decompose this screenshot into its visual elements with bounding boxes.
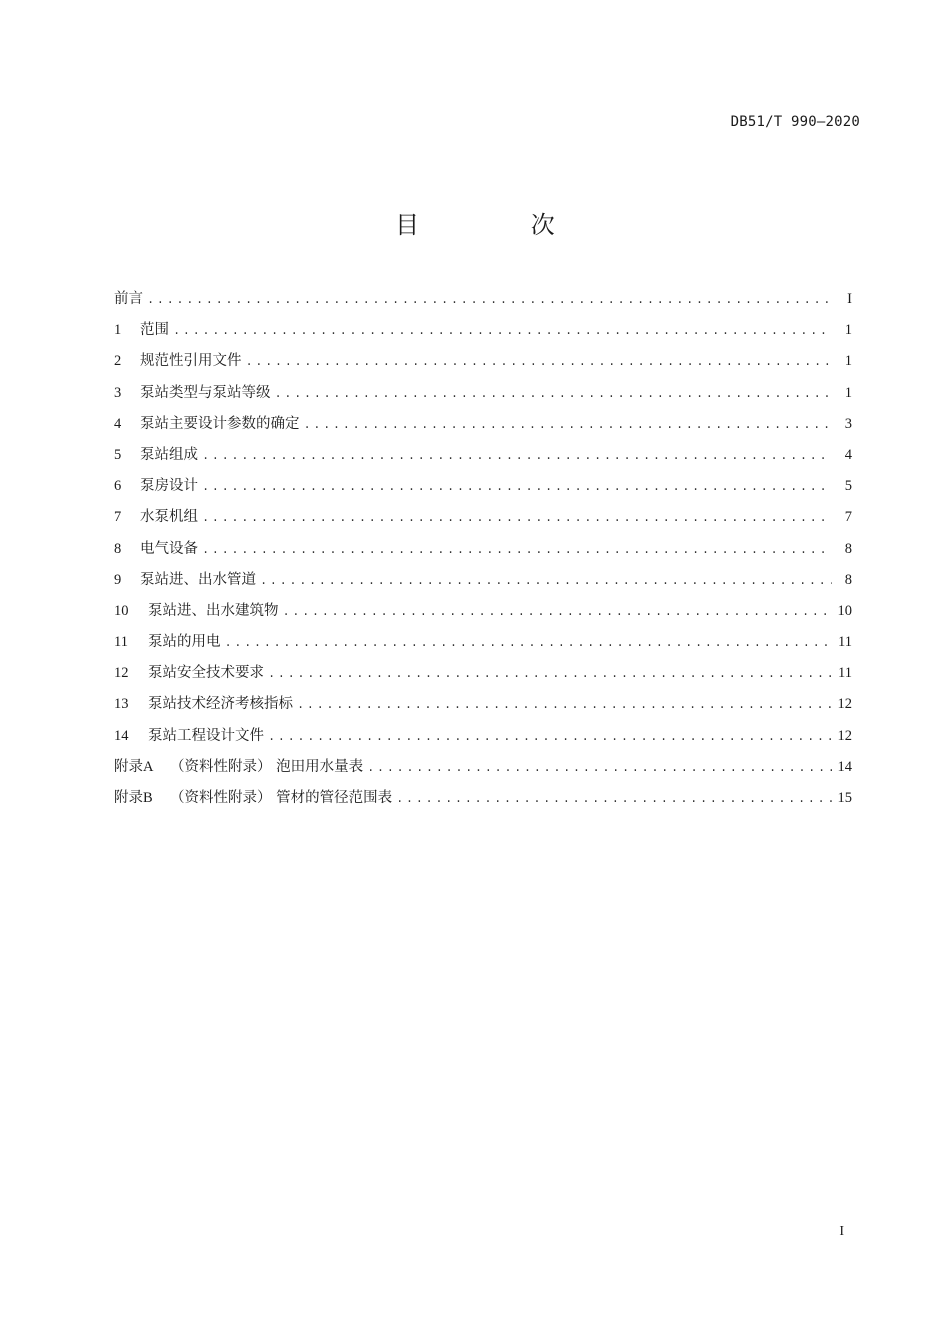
toc-entry-10[interactable]: [114, 596, 852, 627]
document-code: DB51/T 990—2020: [730, 114, 860, 130]
toc-entry-number: 附录A: [114, 758, 154, 775]
toc-entry-number: 9: [114, 571, 122, 588]
toc-entry-11[interactable]: [114, 627, 852, 658]
toc-entry-page: 8: [844, 540, 852, 557]
toc-entry-page: 4: [844, 446, 852, 463]
toc-entry-number: 6: [114, 478, 122, 495]
toc-entry-number: 8: [114, 540, 122, 557]
toc-entry-label: 泵站技术经济考核指标: [148, 696, 293, 713]
toc-entry-label: 泵站工程设计文件: [148, 727, 264, 744]
toc-entry-label: 泵站主要设计参数的确定: [140, 415, 300, 432]
toc-leader-dots: [147, 285, 832, 316]
toc-leader-dots: [202, 503, 832, 534]
toc-leader-dots: [268, 659, 832, 690]
toc-entry-3[interactable]: [114, 378, 852, 409]
toc-leader-dots: [367, 753, 831, 784]
toc-entry-page: 14: [837, 758, 852, 775]
toc-leader-dots: [304, 410, 833, 441]
toc-entry-number: 7: [114, 509, 122, 526]
toc-title: 目 次: [395, 211, 607, 239]
toc-entry-page: 1: [844, 353, 852, 370]
toc-entry-appendix-a[interactable]: [114, 752, 852, 783]
toc-entry-page: 11: [838, 634, 852, 651]
page-number: I: [839, 1224, 844, 1239]
toc-entry-label: 泵房设计: [140, 478, 198, 495]
toc-entry-page: 1: [844, 322, 852, 339]
toc-entry-6[interactable]: [114, 471, 852, 502]
toc-entry-label: 泵站进、出水管道: [140, 571, 256, 588]
toc-entry-page: 8: [844, 571, 852, 588]
toc-leader-dots: [225, 628, 833, 659]
toc-entry-label: （资料性附录） 泡田用水量表: [170, 758, 364, 775]
toc-entry-label: 泵站的用电: [148, 634, 221, 651]
toc-entry-8[interactable]: [114, 534, 852, 565]
toc-entry-number: 12: [114, 665, 129, 682]
toc-entry-number: 2: [114, 353, 122, 370]
toc-entry-label: （资料性附录） 管材的管径范围表: [170, 790, 393, 806]
toc-entry-page: 15: [837, 790, 852, 806]
toc-entry-label: 泵站类型与泵站等级: [140, 384, 271, 401]
toc-leader-dots: [283, 597, 832, 628]
toc-entry-5[interactable]: [114, 440, 852, 471]
toc-entry-label: 规范性引用文件: [140, 353, 242, 370]
toc-entry-14[interactable]: [114, 721, 852, 752]
toc-leader-dots: [173, 316, 832, 347]
toc-leader-dots: [202, 441, 832, 472]
toc-entry-number: 4: [114, 415, 122, 432]
toc-entry-page: 1: [844, 384, 852, 401]
toc-entry-page: 12: [837, 696, 852, 713]
toc-entry-label: 泵站进、出水建筑物: [148, 602, 279, 619]
toc-entry-appendix-b[interactable]: [114, 783, 852, 814]
toc-entry-page: 11: [838, 665, 852, 682]
toc-leader-dots: [260, 566, 832, 597]
toc-entry-9[interactable]: [114, 565, 852, 596]
toc-entry-preface[interactable]: [114, 284, 852, 315]
toc-entry-13[interactable]: [114, 689, 852, 720]
toc-leader-dots: [268, 722, 832, 753]
toc-entry-label: 前言: [114, 291, 143, 307]
toc-entry-number: 5: [114, 446, 122, 463]
toc-entry-label: 电气设备: [140, 540, 198, 557]
toc-leader-dots: [202, 472, 832, 503]
toc-entry-label: 范围: [140, 322, 169, 339]
toc-entry-number: 11: [114, 634, 128, 651]
toc-entry-label: 泵站组成: [140, 446, 198, 463]
toc-entry-label: 泵站安全技术要求: [148, 665, 264, 682]
toc-entry-page: I: [847, 291, 852, 307]
toc-entry-page: 5: [844, 478, 852, 495]
toc-entry-number: 10: [114, 602, 129, 619]
toc-entry-number: 3: [114, 384, 122, 401]
toc-entry-number: 13: [114, 696, 129, 713]
toc-entry-page: 3: [844, 415, 852, 432]
toc-entry-page: 12: [837, 727, 852, 744]
toc-leader-dots: [246, 347, 833, 378]
toc-entry-label: 水泵机组: [140, 509, 198, 526]
toc-leader-dots: [275, 379, 833, 410]
toc-entry-12[interactable]: [114, 658, 852, 689]
toc-entry-1[interactable]: [114, 315, 852, 346]
toc-entry-number: 14: [114, 727, 129, 744]
toc-leader-dots: [396, 784, 831, 815]
toc-entry-7[interactable]: [114, 502, 852, 533]
toc-list: [114, 284, 852, 814]
toc-entry-2[interactable]: [114, 346, 852, 377]
toc-entry-page: 7: [844, 509, 852, 526]
toc-leader-dots: [202, 535, 832, 566]
toc-entry-page: 10: [837, 602, 852, 619]
toc-entry-number: 附录B: [114, 790, 153, 806]
toc-leader-dots: [297, 690, 832, 721]
toc-entry-4[interactable]: [114, 409, 852, 440]
toc-entry-number: 1: [114, 322, 122, 339]
